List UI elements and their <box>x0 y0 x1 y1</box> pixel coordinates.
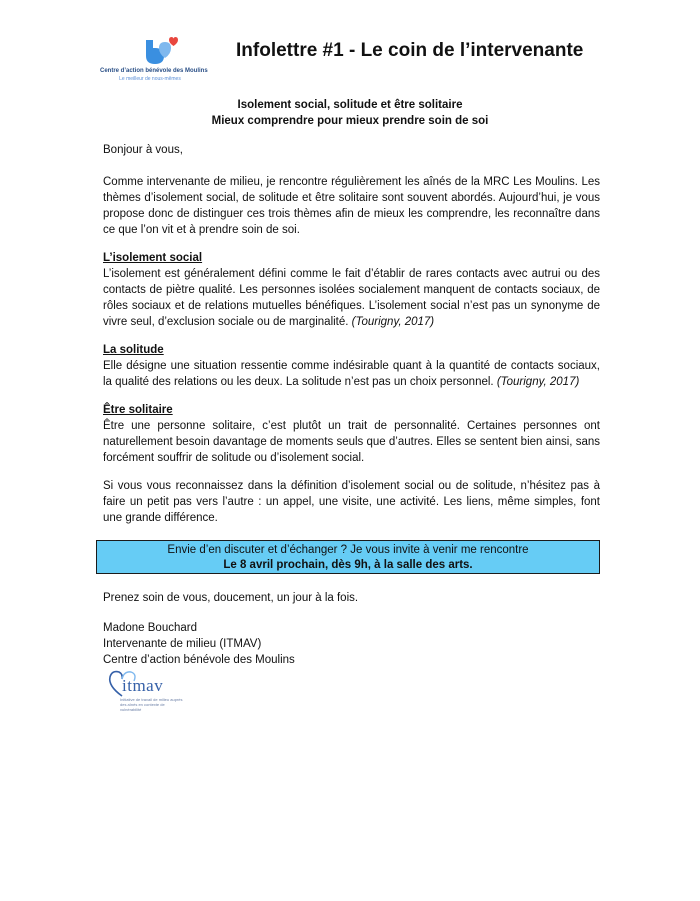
section-heading-isolement: L’isolement social <box>103 252 203 264</box>
subtitle-line-1: Isolement social, solitude et être solitaire <box>237 99 463 111</box>
signature-name: Madone Bouchard <box>103 622 197 634</box>
section-heading-etre-solitaire: Être solitaire <box>103 404 173 416</box>
section-text-etre-solitaire: Être une personne solitaire, c’est plutôt un trait de personnalité. Certaines personnes ont naturellement besoin davantage de moments seuls que d’autres. Elles se sentent bien ainsi, sans forcément souffrir de solitude ou d’isolement social. <box>103 420 600 464</box>
logo-org-name: Centre d’action bénévole des Moulins <box>100 68 208 74</box>
greeting: Bonjour à vous, <box>103 144 183 156</box>
citation: (Tourigny, 2017) <box>351 316 435 328</box>
cab-logo-mark-icon <box>142 34 182 66</box>
signature-role: Intervenante de milieu (ITMAV) <box>103 638 262 650</box>
subtitle <box>100 97 600 129</box>
closing-paragraph: Si vous vous reconnaissez dans la définition d’isolement social ou de solitude, n’hésitez pas à faire un petit pas vers l’autre : un appel, une visite, une activité. Les liens, même simples, font une grande différence. <box>103 480 600 524</box>
newsletter-title: Infolettre #1 - Le coin de l’intervenante <box>236 40 584 61</box>
section-body: Elle désigne une situation ressentie comme indésirable quant à la quantité de contacts sociaux, la qualité des relations ou les deux. La solitude n’est pas un choix personnel. <box>103 360 600 388</box>
event-callout <box>96 540 600 574</box>
subtitle-line-2: Mieux comprendre pour mieux prendre soin de soi <box>211 115 489 127</box>
section-heading-solitude: La solitude <box>103 344 164 356</box>
callout-line-2: Le 8 avril prochain, dès 9h, à la salle des arts. <box>223 559 473 571</box>
signoff: Prenez soin de vous, doucement, un jour à la fois. <box>103 592 359 604</box>
cab-logo <box>100 32 208 92</box>
itmav-tagline: Initiative de travail de milieu auprès des aînés en contexte de vulnérabilité <box>120 697 183 712</box>
callout-line-1: Envie d’en discuter et d’échanger ? Je vous invite à venir me rencontre <box>167 544 529 556</box>
section-text-solitude <box>103 358 600 390</box>
intro-paragraph: Comme intervenante de milieu, je rencontre régulièrement les aînés de la MRC Les Moulins. Les thèmes d’isolement social, de solitude et être solitaire sont souvent abordés. Aujourd’hui, je vous propose donc de distinguer ces trois thèmes afin de mieux les comprendre, les reconnaître dans ce que l’on vit et à prendre soin de soi. <box>103 176 600 236</box>
section-text-isolement <box>103 266 600 330</box>
itmav-logo <box>106 668 186 718</box>
section-body: L’isolement est généralement défini comme le fait d’établir de rares contacts avec autrui ou des contacts de piètre qualité. Les personnes isolées socialement manquent de contacts sociaux, de rôles sociaux et de relations mutuelles bénéfiques. L’isolement social n’est pas un synonyme de vivre seul, d’exclusion sociale ou de marginalité. <box>103 268 600 328</box>
citation: (Tourigny, 2017) <box>496 376 580 388</box>
itmav-wordmark: itmav <box>122 676 164 695</box>
signature-org: Centre d’action bénévole des Moulins <box>103 654 295 666</box>
logo-tagline: Le meilleur de nous-mêmes <box>119 76 181 82</box>
